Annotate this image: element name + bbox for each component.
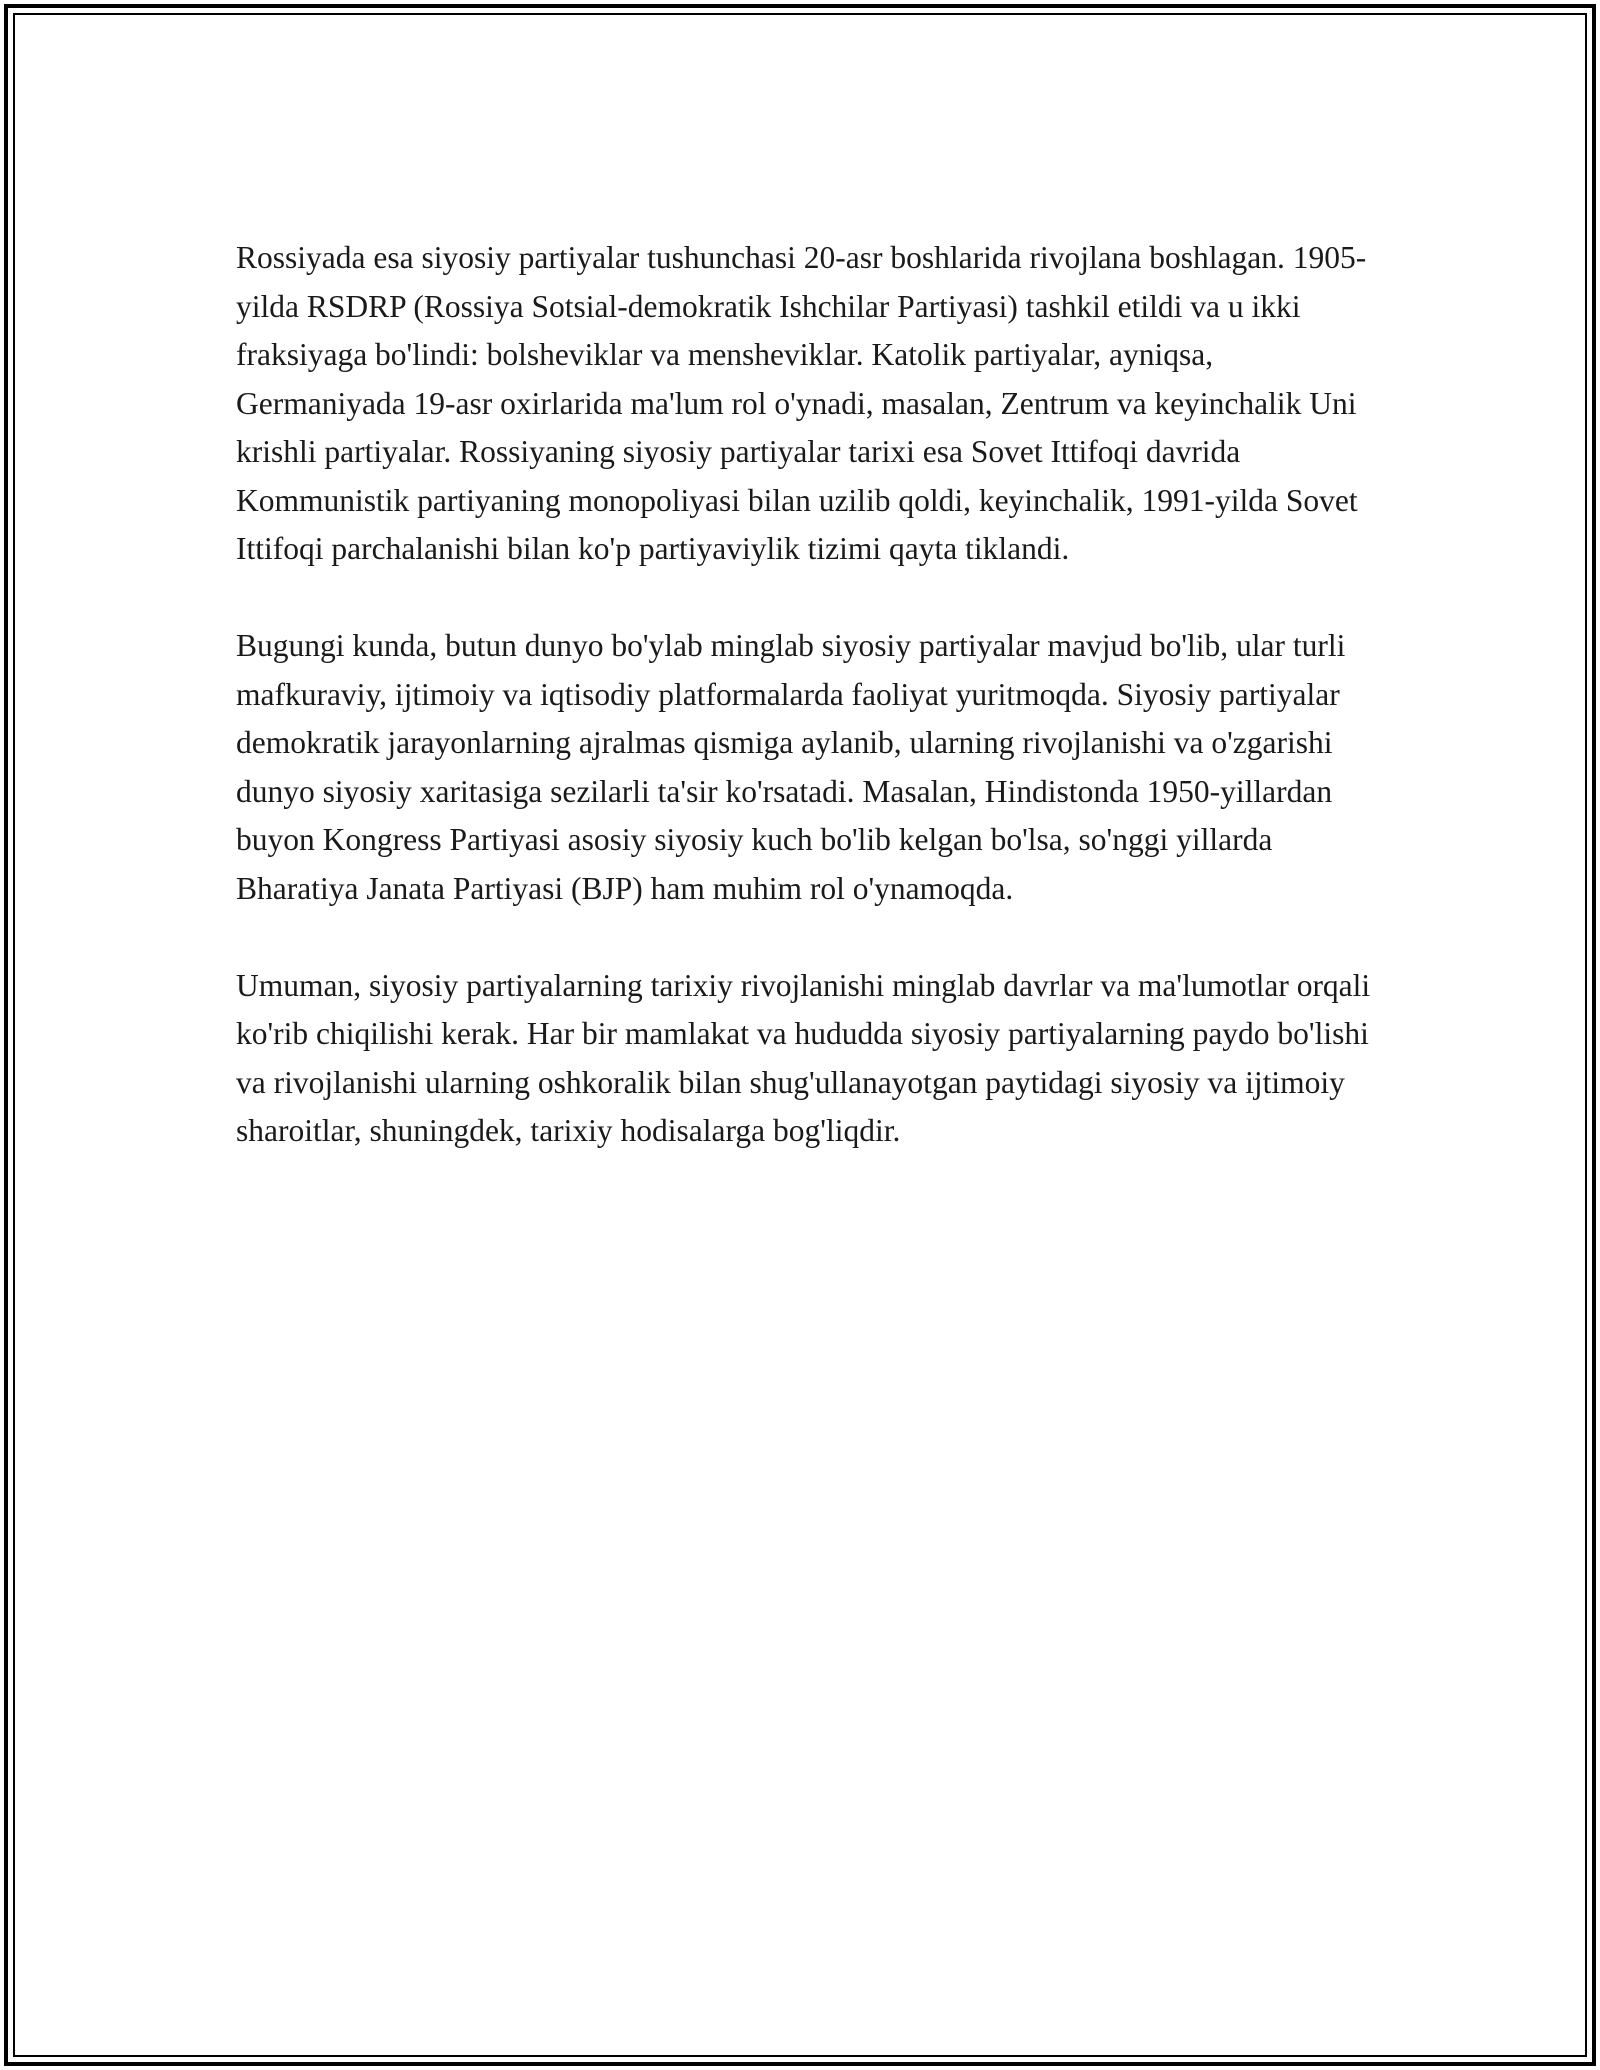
document-body	[236, 234, 1386, 1204]
paragraph-3: Umuman, siyosiy partiyalarning tarixiy rivojlanishi minglab davrlar va ma'lumotlar orqali ko'rib chiqilishi kerak. Har bir mamlakat va hududda siyosiy partiyalarning paydo bo'lishi va rivojlanishi ularning oshkoralik bilan shug'ullanayotgan paytidagi siyosiy va ijtimoiy sharoitlar, shuningdek, tarixiy hodisalarga bog'liqdir.	[236, 967, 1371, 1148]
paragraph-1: Rossiyada esa siyosiy partiyalar tushunchasi 20-asr boshlarida rivojlana boshlagan. 1905-yilda RSDRP (Rossiya Sotsial-demokratik Ishchilar Partiyasi) tashkil etildi va u ikki fraksiyaga bo'lindi: bolsheviklar va mensheviklar. Katolik partiyalar, ayniqsa, Germaniyada 19-asr oxirlarida ma'lum rol o'ynadi, masalan, Zentrum va keyinchalik Uni krishli partiyalar. Rossiyaning siyosiy partiyalar tarixi esa Sovet Ittifoqi davrida Kommunistik partiyaning monopoliyasi bilan uzilib qoldi, keyinchalik, 1991-yilda Sovet Ittifoqi parchalanishi bilan ko'p partiyaviylik tizimi qayta tiklandi.	[236, 240, 1367, 566]
paragraph-2: Bugungi kunda, butun dunyo bo'ylab minglab siyosiy partiyalar mavjud bo'lib, ular turli mafkuraviy, ijtimoiy va iqtisodiy platformalarda faoliyat yuritmoqda. Siyosiy partiyalar demokratik jarayonlarning ajralmas qismiga aylanib, ularning rivojlanishi va o'zgarishi dunyo siyosiy xaritasiga sezilarli ta'sir ko'rsatadi. Masalan, Hindistonda 1950-yillardan buyon Kongress Partiyasi asosiy siyosiy kuch bo'lib kelgan bo'lsa, so'nggi yillarda Bharatiya Janata Partiyasi (BJP) ham muhim rol o'ynamoqda.	[236, 628, 1346, 906]
